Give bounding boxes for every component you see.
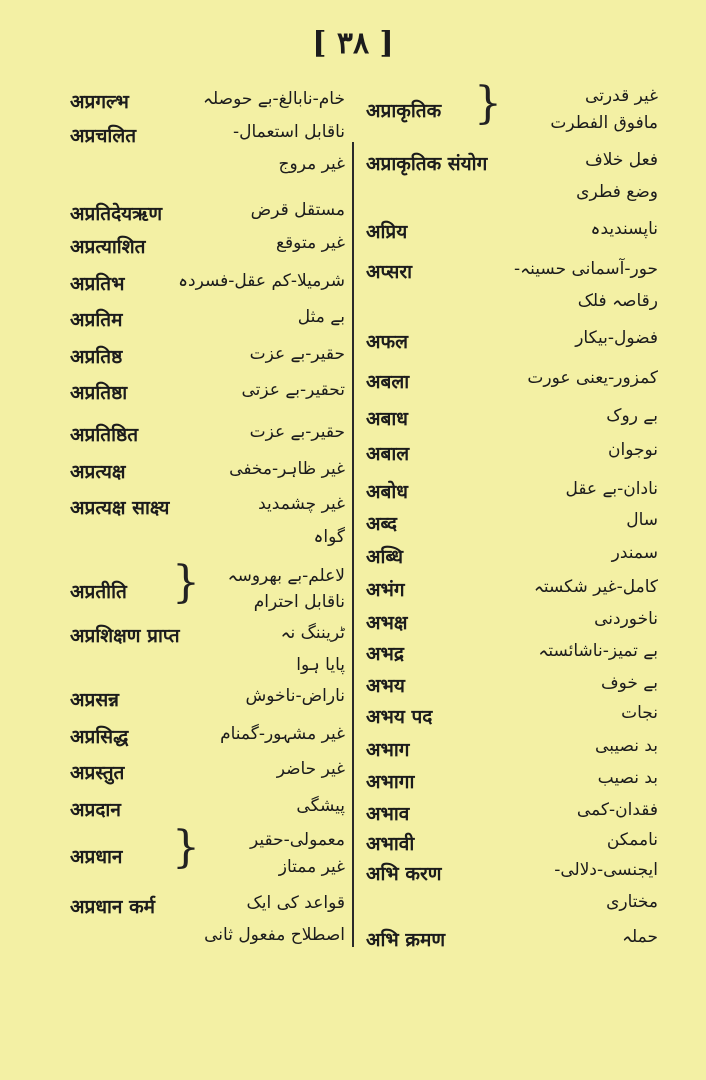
dictionary-entry bbox=[70, 759, 345, 793]
entry-gloss-continued: وضع فطری bbox=[576, 182, 658, 202]
dictionary-entry bbox=[70, 796, 345, 830]
entry-headword: अभय bbox=[366, 675, 405, 697]
entry-gloss: کمزور-یعنی عورت bbox=[527, 368, 658, 388]
entry-gloss: سال bbox=[626, 510, 658, 530]
dictionary-entry bbox=[70, 343, 345, 377]
entry-gloss: بے تمیز-ناشائستہ bbox=[538, 641, 658, 661]
entry-gloss: نجات bbox=[621, 703, 658, 723]
dictionary-entry bbox=[366, 328, 658, 362]
dictionary-entry bbox=[70, 421, 345, 455]
entry-gloss: ناخوردنی bbox=[594, 609, 658, 629]
dictionary-entry bbox=[366, 150, 658, 202]
entry-headword: अबला bbox=[366, 371, 410, 393]
entry-gloss: سمندر bbox=[611, 543, 658, 563]
entry-gloss: فضول-بیکار bbox=[575, 328, 658, 348]
dictionary-entry bbox=[366, 640, 658, 674]
entry-gloss-continued: پایا ہوا bbox=[296, 655, 345, 675]
entry-headword: अफल bbox=[366, 331, 409, 353]
dictionary-entry bbox=[366, 258, 658, 311]
dictionary-entry bbox=[70, 200, 345, 234]
entry-headword: अप्रतीति bbox=[70, 581, 127, 603]
entry-gloss-continued: مختاری bbox=[606, 892, 658, 912]
entry-gloss: حقیر-بے عزت bbox=[249, 422, 345, 442]
entry-headword: अभि करण bbox=[366, 863, 442, 885]
dictionary-entry bbox=[366, 703, 658, 737]
entry-headword: अब्धि bbox=[366, 546, 404, 568]
entry-gloss: ایجنسی-دلالی- bbox=[554, 860, 658, 880]
dictionary-entry bbox=[366, 543, 658, 577]
entry-headword: अभागा bbox=[366, 771, 415, 793]
entry-headword: अब्द bbox=[366, 513, 397, 535]
entry-headword: अप्रगल्भ bbox=[70, 91, 129, 113]
entry-headword: अप्रत्यक्ष bbox=[70, 461, 126, 483]
brace-mark: } bbox=[172, 557, 200, 608]
page-number: [ ۳۸ ] bbox=[312, 26, 394, 61]
dictionary-entry bbox=[366, 78, 658, 133]
entry-gloss: مستقل قرض bbox=[250, 200, 345, 220]
entry-headword: अभक्ष bbox=[366, 612, 408, 634]
entry-headword: अप्रतिदेयऋण bbox=[70, 203, 163, 225]
entry-gloss-continued: اصطلاح مفعول ثانی bbox=[204, 925, 345, 945]
entry-gloss: بے روک bbox=[606, 406, 658, 426]
entry-gloss: غیر چشمدید bbox=[258, 494, 345, 514]
entry-gloss: غیر ظاہر-مخفی bbox=[229, 459, 345, 479]
entry-gloss: پیشگی bbox=[296, 796, 345, 816]
entry-gloss: حملہ bbox=[622, 927, 658, 947]
entry-headword: अबाध bbox=[366, 408, 408, 430]
dictionary-entry bbox=[366, 368, 658, 402]
entry-headword: अप्राकृतिक bbox=[366, 100, 442, 122]
entry-headword: अप्रदान bbox=[70, 799, 121, 821]
entry-headword: अप्रधान bbox=[70, 846, 123, 868]
dictionary-entry bbox=[366, 800, 658, 834]
entry-gloss: فقدان-کمی bbox=[576, 800, 658, 820]
entry-headword: अप्रिय bbox=[366, 221, 408, 243]
entry-headword: अबोध bbox=[366, 481, 408, 503]
entry-gloss: فعل خلاف bbox=[585, 150, 658, 170]
dictionary-entry bbox=[70, 723, 345, 757]
entry-headword: अभय पद bbox=[366, 706, 433, 728]
entry-headword: अप्रसिद्ध bbox=[70, 726, 129, 748]
dictionary-entry bbox=[70, 893, 345, 945]
entry-headword: अप्रस्तुत bbox=[70, 762, 125, 784]
entry-headword: अभाग bbox=[366, 739, 410, 761]
entry-gloss-continued: گواہ bbox=[313, 527, 345, 547]
entry-gloss: ناممکن bbox=[606, 830, 658, 850]
entry-gloss: غیر حاضر bbox=[276, 759, 345, 779]
entry-gloss: بے مثل bbox=[297, 307, 345, 327]
dictionary-entry bbox=[366, 860, 658, 912]
entry-gloss: بد نصیبی bbox=[595, 736, 658, 756]
entry-headword: अभाव bbox=[366, 803, 410, 825]
entry-gloss-continued: مافوق الفطرت bbox=[550, 113, 658, 133]
dictionary-entry bbox=[366, 736, 658, 770]
dictionary-entry bbox=[366, 830, 658, 864]
dictionary-entry bbox=[366, 672, 658, 706]
entry-gloss: بے خوف bbox=[600, 673, 658, 693]
entry-gloss: نوجوان bbox=[607, 440, 658, 460]
entry-headword: अभंग bbox=[366, 579, 405, 601]
dictionary-entry bbox=[366, 576, 658, 610]
dictionary-entry bbox=[70, 494, 345, 547]
entry-headword: अप्रसन्न bbox=[70, 689, 120, 711]
entry-gloss-continued: غیر مروج bbox=[278, 154, 345, 174]
entry-headword: अबाल bbox=[366, 443, 410, 465]
dictionary-entry bbox=[366, 405, 658, 439]
entry-headword: अभावी bbox=[366, 833, 415, 855]
entry-headword: अप्राकृतिक संयोग bbox=[366, 153, 488, 175]
entry-gloss: غیر قدرتی bbox=[585, 86, 658, 106]
dictionary-entry bbox=[366, 768, 658, 802]
entry-gloss: نادان-بے عقل bbox=[565, 479, 658, 499]
dictionary-entry bbox=[366, 218, 658, 252]
dictionary-entry bbox=[70, 88, 345, 122]
dictionary-entry bbox=[70, 270, 345, 304]
dictionary-entry bbox=[366, 478, 658, 512]
entry-gloss-continued: رقاصہ فلک bbox=[577, 291, 658, 311]
entry-headword: अप्रतिम bbox=[70, 309, 123, 331]
entry-headword: अप्रत्यक्ष साक्ष्य bbox=[70, 497, 170, 519]
dictionary-entry bbox=[366, 926, 658, 960]
entry-gloss: ناراض-ناخوش bbox=[245, 686, 345, 706]
entry-headword: अप्रशिक्षण प्राप्त bbox=[70, 625, 180, 647]
entry-headword: अप्रतिष्ठ bbox=[70, 346, 123, 368]
entry-gloss: ناپسندیدہ bbox=[590, 219, 658, 239]
brace-mark: } bbox=[172, 822, 200, 873]
entry-gloss: غیر متوقع bbox=[276, 233, 345, 253]
entry-gloss: ناقابل استعمال- bbox=[232, 122, 345, 142]
dictionary-entry bbox=[70, 557, 345, 612]
dictionary-entry bbox=[70, 122, 345, 174]
entry-headword: अप्रतिष्ठित bbox=[70, 424, 139, 446]
entry-gloss-continued: ناقابل احترام bbox=[253, 592, 345, 612]
entry-gloss: معمولی-حقیر bbox=[249, 830, 345, 850]
entry-gloss: کامل-غیر شکستہ bbox=[533, 577, 658, 597]
dictionary-entry bbox=[70, 686, 345, 720]
entry-headword: अप्रधान कर्म bbox=[70, 896, 156, 918]
dictionary-entry bbox=[70, 379, 345, 413]
entry-gloss: تحقیر-بے عزتی bbox=[241, 380, 345, 400]
dictionary-entry bbox=[366, 440, 658, 474]
dictionary-entry bbox=[70, 622, 345, 675]
dictionary-entry bbox=[70, 458, 345, 492]
entry-gloss: خام-نابالغ-بے حوصلہ bbox=[203, 89, 345, 109]
entry-headword: अप्सरा bbox=[366, 261, 413, 283]
entry-gloss: حور-آسمانی حسینہ- bbox=[514, 259, 658, 279]
entry-gloss: ٹریننگ نہ bbox=[280, 623, 345, 643]
entry-gloss: حقیر-بے عزت bbox=[249, 344, 345, 364]
entry-headword: अप्रतिष्ठा bbox=[70, 382, 128, 404]
entry-headword: अप्रत्याशित bbox=[70, 236, 146, 258]
entry-gloss: غیر مشہور-گمنام bbox=[220, 724, 345, 744]
dictionary-entry bbox=[70, 306, 345, 340]
entry-headword: अभद्र bbox=[366, 643, 404, 665]
entry-gloss: لاعلم-بے بھروسہ bbox=[227, 566, 345, 586]
entry-gloss-continued: غیر ممتاز bbox=[278, 857, 345, 877]
entry-gloss: قواعد کی ایک bbox=[246, 893, 345, 913]
dictionary-entry bbox=[366, 609, 658, 643]
dictionary-entry bbox=[70, 233, 345, 267]
brace-mark: } bbox=[474, 78, 502, 129]
entry-gloss: شرمیلا-کم عقل-فسردہ bbox=[178, 271, 345, 291]
column-divider bbox=[352, 142, 354, 947]
entry-headword: अप्रतिभ bbox=[70, 273, 125, 295]
entry-headword: अभि क्रमण bbox=[366, 929, 446, 951]
dictionary-entry bbox=[366, 510, 658, 544]
entry-headword: अप्रचलित bbox=[70, 125, 137, 147]
entry-gloss: بد نصیب bbox=[597, 768, 658, 788]
dictionary-entry bbox=[70, 822, 345, 877]
